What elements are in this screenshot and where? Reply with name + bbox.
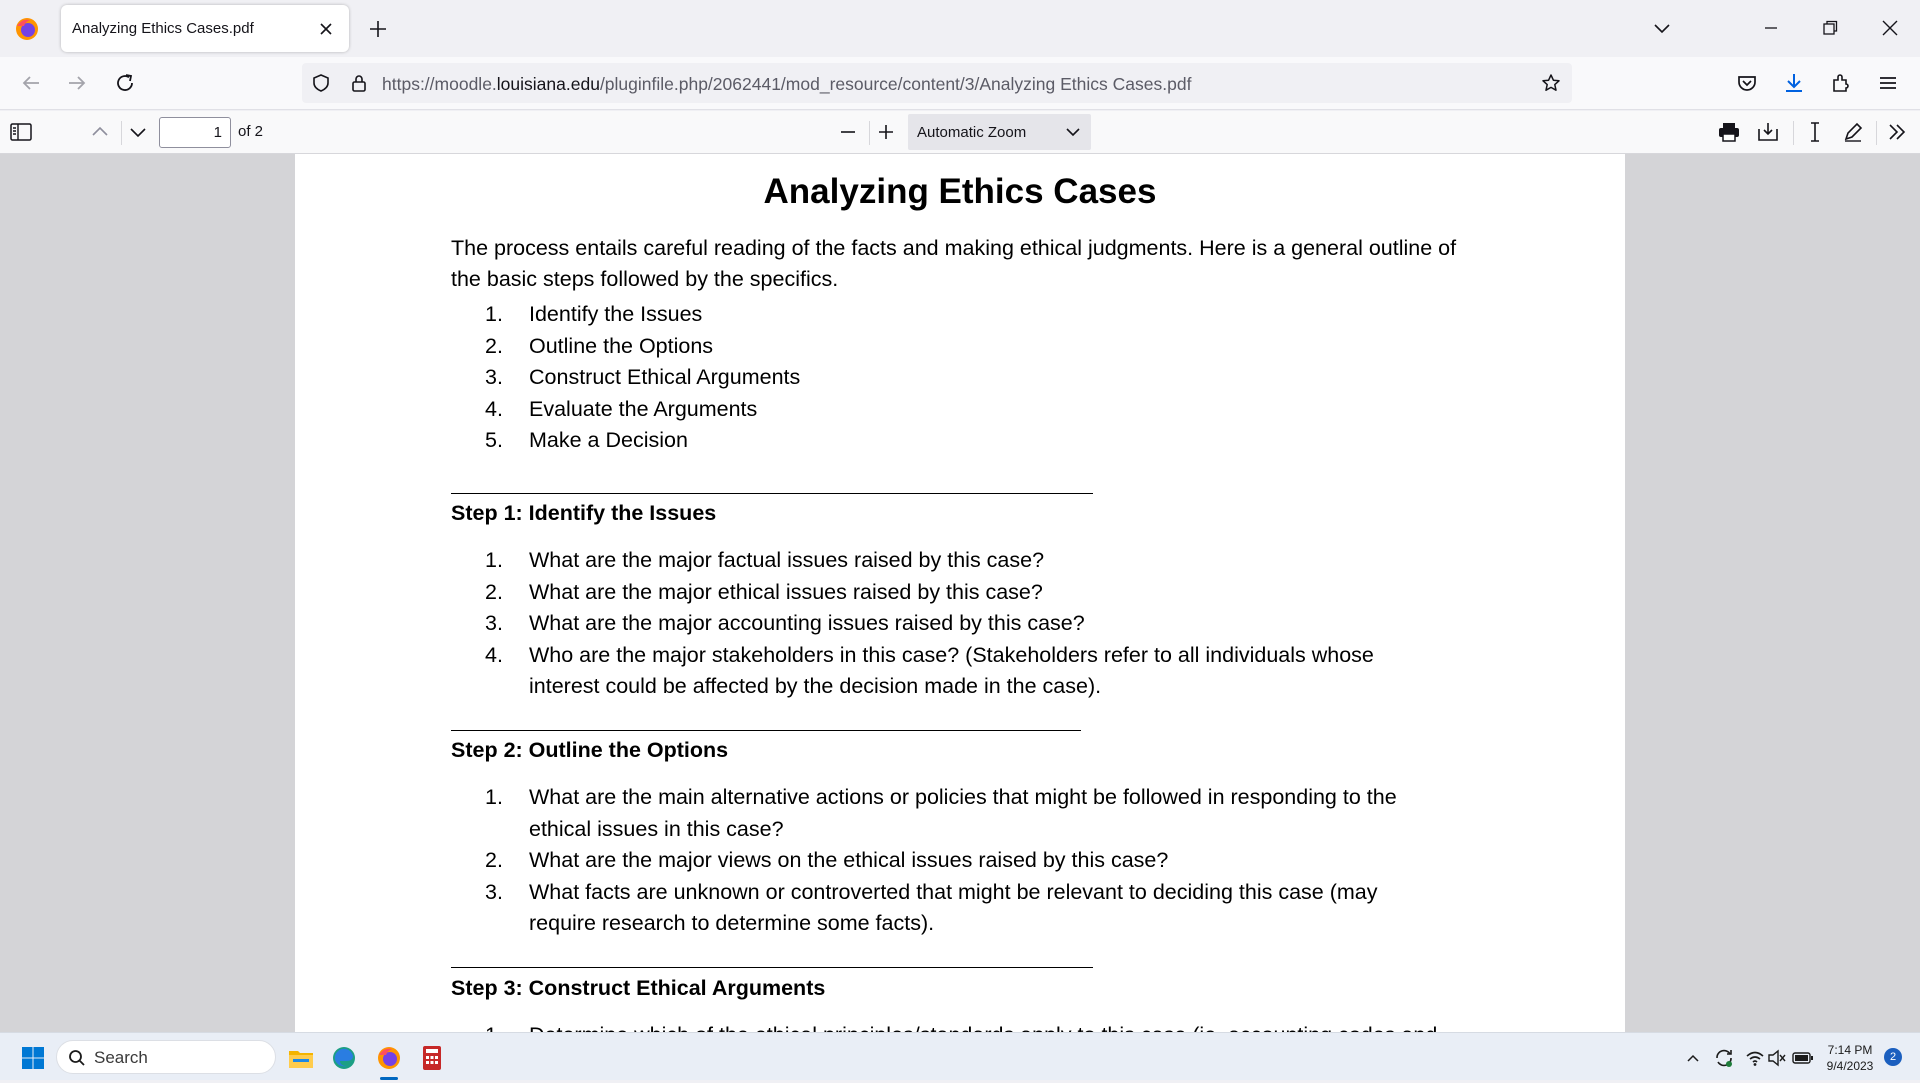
- chevron-down-icon: [1065, 124, 1081, 140]
- tab-strip: [0, 0, 1920, 57]
- calculator-button[interactable]: [415, 1041, 449, 1075]
- save-button[interactable]: [1753, 117, 1783, 147]
- plus-icon: [877, 123, 895, 141]
- minimize-button[interactable]: [1753, 10, 1789, 46]
- pdf-viewer[interactable]: [0, 154, 1920, 1032]
- star-icon[interactable]: [1541, 73, 1561, 93]
- chevron-down-icon: [129, 123, 147, 141]
- battery-icon: [1792, 1051, 1814, 1065]
- pocket-button[interactable]: [1729, 65, 1765, 101]
- secondary-toolbar-button[interactable]: [1882, 117, 1912, 147]
- active-app-indicator: [380, 1077, 398, 1080]
- list-item: 3. What are the major accounting issues raised by this case?: [485, 611, 1085, 635]
- list-item: 3. What facts are unknown or controverted that might be relevant to deciding this case (may require research to determine some facts).: [485, 879, 1378, 935]
- edge-browser-icon: [331, 1045, 357, 1071]
- clock[interactable]: [1815, 1042, 1885, 1074]
- list-all-tabs-button[interactable]: [1644, 10, 1680, 46]
- zoom-out-button[interactable]: [833, 117, 863, 147]
- list-item: 5. Make a Decision: [485, 428, 688, 452]
- show-hidden-icons-button[interactable]: [1676, 1041, 1710, 1075]
- printer-icon: [1718, 122, 1740, 142]
- list-item: 2. Outline the Options: [485, 333, 714, 358]
- step-2-list: [451, 782, 1471, 940]
- clock-date: 9/4/2023: [1826, 1059, 1874, 1073]
- start-button[interactable]: [16, 1041, 50, 1075]
- firefox-taskbar-button[interactable]: [372, 1041, 406, 1075]
- tab-title: Analyzing Ethics Cases.pdf: [72, 20, 254, 37]
- tab-active[interactable]: [61, 5, 349, 52]
- clock-time: 7:14 PM: [1827, 1043, 1873, 1057]
- toolbar-separator: [1793, 121, 1794, 145]
- document-title: Analyzing Ethics Cases: [763, 172, 1157, 211]
- notification-badge[interactable]: 2: [1884, 1048, 1902, 1066]
- restore-icon: [1821, 19, 1839, 37]
- folder-icon: [288, 1047, 314, 1069]
- page-count-label: of 2: [238, 123, 264, 140]
- chevron-up-icon: [91, 123, 109, 141]
- list-item: 3. Construct Ethical Arguments: [485, 365, 801, 389]
- minus-icon: [839, 123, 857, 141]
- close-tab-icon[interactable]: [317, 20, 335, 38]
- reload-button[interactable]: [107, 65, 143, 101]
- list-item: 1. What are the major factual issues raised by this case?: [485, 548, 1045, 572]
- edge-button[interactable]: [327, 1041, 361, 1075]
- list-item: 4. Evaluate the Arguments: [485, 396, 758, 421]
- previous-page-button[interactable]: [85, 117, 115, 147]
- zoom-select[interactable]: [908, 114, 1091, 150]
- divider: [451, 493, 1093, 494]
- firefox-logo-icon[interactable]: [14, 16, 40, 42]
- list-item: 1. What are the main alternative actions or policies that might be followed in responding to the ethical issues in this case?: [485, 785, 1397, 841]
- arrow-right-icon: [66, 72, 88, 94]
- save-download-icon: [1757, 122, 1779, 142]
- windows-logo-icon: [21, 1046, 45, 1070]
- text-cursor-icon: [1806, 121, 1824, 143]
- search-label: Search: [94, 1048, 148, 1067]
- file-explorer-button[interactable]: [284, 1041, 318, 1075]
- outline-list: [451, 299, 1471, 457]
- toolbar-separator: [121, 121, 122, 145]
- list-item: 2. What are the major ethical issues raised by this case?: [485, 579, 1043, 604]
- downloads-button[interactable]: [1776, 65, 1812, 101]
- sync-tray-button[interactable]: [1707, 1041, 1741, 1075]
- lock-icon[interactable]: [349, 73, 369, 93]
- sync-icon: [1713, 1047, 1735, 1069]
- step-2-heading: Step 2: Outline the Options: [451, 738, 729, 762]
- taskbar-search[interactable]: [56, 1040, 276, 1074]
- hamburger-menu-icon: [1877, 72, 1899, 94]
- search-icon: [68, 1049, 86, 1067]
- download-icon: [1783, 72, 1805, 94]
- url-text[interactable]: https://moodle.louisiana.edu/pluginfile.php/2062441/mod_resource/content/3/Analyzing Ethics Cases.pdf: [382, 74, 1192, 94]
- tracking-shield-icon[interactable]: [311, 73, 331, 93]
- minimize-icon: [1762, 19, 1780, 37]
- draw-tool-button[interactable]: [1838, 117, 1868, 147]
- address-bar[interactable]: [302, 63, 1572, 103]
- pocket-icon: [1736, 72, 1758, 94]
- pdf-page: [295, 154, 1625, 1054]
- chevron-down-icon: [1653, 19, 1671, 37]
- toggle-sidebar-button[interactable]: [6, 117, 36, 147]
- print-button[interactable]: [1714, 117, 1744, 147]
- restore-button[interactable]: [1812, 10, 1848, 46]
- next-page-button[interactable]: [123, 117, 153, 147]
- back-button[interactable]: [13, 65, 49, 101]
- text-tool-button[interactable]: [1800, 117, 1830, 147]
- plus-icon: [369, 20, 387, 38]
- forward-button[interactable]: [59, 65, 95, 101]
- arrow-left-icon: [20, 72, 42, 94]
- close-icon: [1881, 19, 1899, 37]
- calculator-icon: [422, 1045, 442, 1071]
- zoom-in-button[interactable]: [871, 117, 901, 147]
- reload-icon: [114, 72, 136, 94]
- list-item: 1. Identify the Issues: [485, 302, 703, 326]
- sidebar-icon: [10, 123, 32, 141]
- pen-icon: [1842, 121, 1864, 143]
- volume-muted-icon: [1767, 1049, 1787, 1067]
- new-tab-button[interactable]: [360, 11, 396, 47]
- extensions-button[interactable]: [1823, 65, 1859, 101]
- zoom-select-value: Automatic Zoom: [917, 124, 1027, 141]
- list-item: 2. What are the major views on the ethical issues raised by this case?: [485, 848, 1169, 872]
- pdf-toolbar: [0, 111, 1920, 154]
- chevron-up-icon: [1686, 1051, 1700, 1065]
- page-number-input[interactable]: [159, 117, 231, 148]
- app-menu-button[interactable]: [1870, 65, 1906, 101]
- firefox-icon: [376, 1045, 402, 1071]
- double-chevron-right-icon: [1887, 122, 1907, 142]
- close-window-button[interactable]: [1872, 10, 1908, 46]
- step-3-heading: Step 3: Construct Ethical Arguments: [451, 976, 826, 1000]
- list-item: 4. Who are the major stakeholders in this case? (Stakeholders refer to all individuals whose interest could be affected by the decision made in the case).: [485, 642, 1374, 698]
- intro-paragraph: The process entails careful reading of the facts and making ethical judgments. Here is a general outline of the basic steps followed by the specifics.: [451, 236, 1457, 291]
- windows-taskbar: [0, 1032, 1920, 1080]
- step-1-heading: Step 1: Identify the Issues: [451, 501, 717, 525]
- divider: [451, 730, 1081, 731]
- step-1-list: [451, 545, 1471, 703]
- puzzle-icon: [1830, 72, 1852, 94]
- toolbar-separator: [1876, 121, 1877, 145]
- divider: [451, 967, 1093, 968]
- toolbar-separator: [869, 121, 870, 145]
- navigation-toolbar: [0, 57, 1920, 110]
